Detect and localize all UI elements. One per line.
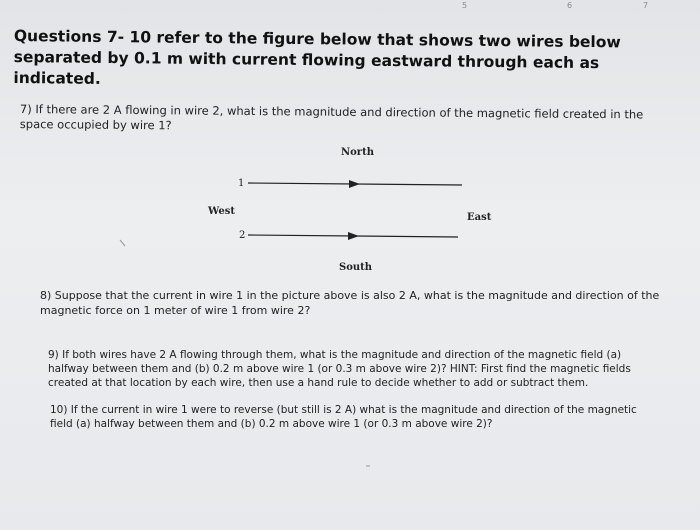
question-9: 9) If both wires have 2 A flowing through them, what is the magnitude and direction of the magnetic field (a) halfway between them and (b) 0.2 m above wire 1 (or 0.3 m above wire 2)? HINT: First find the magnetic fields created at that location by each wire, then use a hand rule to decide whether to add or subtract them. (48, 349, 631, 389)
wire-1-label: 1 (238, 178, 245, 189)
section-header: Questions 7- 10 refer to the figure below that shows two wires below separated by 0.1 m with current flowing eastward through each as indicated. (13, 26, 621, 88)
question-10: 10) If the current in wire 1 were to reverse (but still is 2 A) what is the magnitude and direction of the magnetic field (a) halfway between them and (b) 0.2 m above wire 1 (or 0.3 m above wire 2)? (50, 404, 637, 430)
wire-2-label: 2 (239, 230, 246, 241)
pen-mark (120, 240, 125, 246)
wire-2-arrow-icon (348, 232, 359, 240)
wire-1-arrow-icon (349, 180, 360, 188)
question-8: 8) Suppose that the current in wire 1 in the picture above is also 2 A, what is the magnitude and direction of the magnetic force on 1 meter of wire 1 from wire 2? (40, 289, 660, 317)
ruler-mark: 7 (643, 1, 649, 10)
west-label: West (208, 206, 236, 217)
ruler-mark: 5 (462, 1, 468, 10)
ruler-mark: 6 (567, 1, 573, 10)
south-label: South (339, 262, 373, 273)
east-label: East (467, 212, 492, 223)
north-label: North (341, 147, 374, 158)
question-7: 7) If there are 2 A flowing in wire 2, what is the magnitude and direction of the magnetic field created in the space occupied by wire 1? (19, 102, 644, 133)
